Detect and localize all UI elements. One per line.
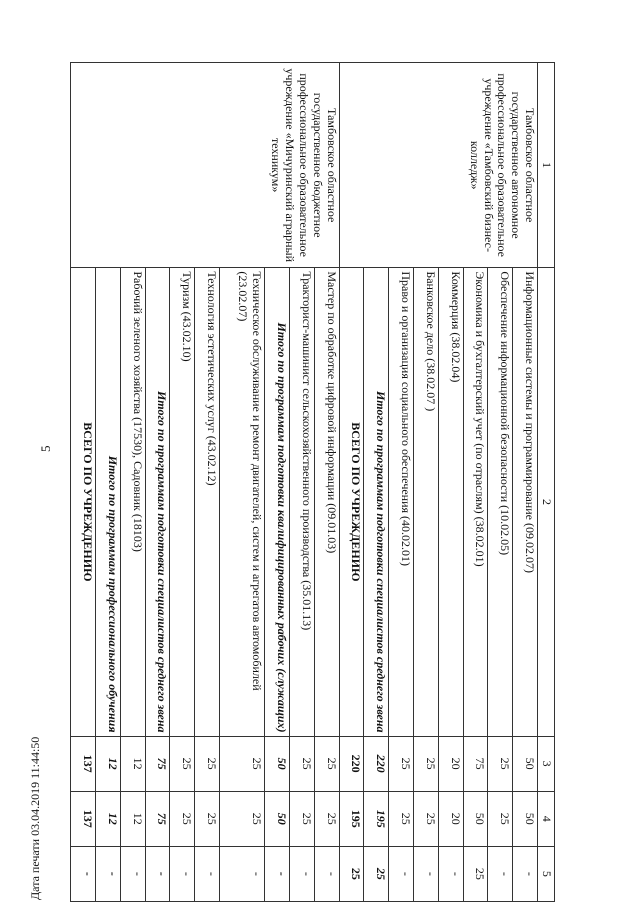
cell-value: - — [71, 846, 96, 901]
cell-value: - — [120, 846, 145, 901]
document-table-container — [70, 62, 555, 902]
cell-value: 137 — [71, 736, 96, 791]
cell-value: 220 — [339, 736, 364, 791]
cell-value: - — [513, 846, 538, 901]
program-name: Рабочий зеленого хозяйства (17530), Садовник (18103) — [120, 268, 145, 736]
program-name: Право и организация социального обеспечения (40.02.01) — [389, 268, 414, 736]
cell-value: - — [170, 846, 195, 901]
cell-value: 25 — [414, 736, 439, 791]
cell-value: 75 — [145, 736, 170, 791]
subtotal-label: Итого по программам подготовки специалистов среднего звена — [145, 268, 170, 736]
org-name: Тамбовское областное государственное автономное профессиональное образовательное учреждение «Тамбовский бизнес-колледж» — [339, 63, 537, 268]
cell-value: 25 — [195, 791, 220, 846]
cell-value: 25 — [290, 791, 315, 846]
table-row — [513, 63, 538, 902]
cell-value: 25 — [414, 791, 439, 846]
cell-value: 12 — [96, 736, 121, 791]
program-name: Техническое обслуживание и ремонт двигателей, систем и агрегатов автомобилей (23.02.07) — [220, 268, 265, 736]
cell-value: 220 — [364, 736, 389, 791]
program-name: Экономика и бухгалтерский учет (по отраслям) (38.02.01) — [463, 268, 488, 736]
program-name: Обеспечение информационной безопасности (10.02.05) — [488, 268, 513, 736]
total-label: ВСЕГО ПО УЧРЕЖДЕНИЮ — [71, 268, 96, 736]
cell-value: 20 — [438, 791, 463, 846]
cell-value: 50 — [265, 791, 290, 846]
cell-value: - — [96, 846, 121, 901]
cell-value: - — [438, 846, 463, 901]
cell-value: - — [389, 846, 414, 901]
cell-value: 25 — [195, 736, 220, 791]
print-date: Дата печати 03.04.2019 11:44:50 — [28, 736, 42, 900]
cell-value: 25 — [220, 791, 265, 846]
cell-value: 25 — [488, 736, 513, 791]
cell-value: 12 — [96, 791, 121, 846]
subtotal-label: Итого по программам подготовки специалистов среднего звена — [364, 268, 389, 736]
cell-value: 12 — [120, 736, 145, 791]
admission-plan-table — [70, 62, 555, 902]
cell-value: 25 — [314, 736, 339, 791]
cell-value: 75 — [463, 736, 488, 791]
cell-value: 25 — [170, 791, 195, 846]
cell-value: 50 — [513, 736, 538, 791]
cell-value: 75 — [145, 791, 170, 846]
program-name: Технология эстетических услуг (43.02.12) — [195, 268, 220, 736]
cell-value: 12 — [120, 791, 145, 846]
header-col-3: 3 — [538, 736, 555, 791]
header-col-5: 5 — [538, 846, 555, 901]
cell-value: - — [314, 846, 339, 901]
cell-value: 25 — [488, 791, 513, 846]
org-name: Тамбовское областное государственное бюджетное профессиональное образовательное учреждение «Мичуринский аграрный техникум» — [71, 63, 340, 268]
cell-value: 25 — [290, 736, 315, 791]
cell-value: - — [414, 846, 439, 901]
table-header-row — [538, 63, 555, 902]
program-name: Мастер по обработке цифровой информации (09.01.03) — [314, 268, 339, 736]
program-name: Информационные системы и программирование (09.02.07) — [513, 268, 538, 736]
cell-value: 50 — [265, 736, 290, 791]
table-row — [314, 63, 339, 902]
cell-value: 50 — [513, 791, 538, 846]
cell-value: - — [265, 846, 290, 901]
cell-value: 25 — [339, 846, 364, 901]
cell-value: 195 — [364, 791, 389, 846]
cell-value: 25 — [314, 791, 339, 846]
cell-value: 195 — [339, 791, 364, 846]
cell-value: - — [220, 846, 265, 901]
subtotal-label: Итого по программам профессионального обучения — [96, 268, 121, 736]
cell-value: 25 — [389, 791, 414, 846]
program-name: Коммерция (38.02.04) — [438, 268, 463, 736]
header-col-4: 4 — [538, 791, 555, 846]
cell-value: 137 — [71, 791, 96, 846]
page-number: 5 — [38, 445, 53, 452]
cell-value: 25 — [220, 736, 265, 791]
header-col-1: 1 — [538, 63, 555, 268]
program-name: Банковское дело (38.02.07 ) — [414, 268, 439, 736]
cell-value: 25 — [463, 846, 488, 901]
total-label: ВСЕГО ПО УЧРЕЖДЕНИЮ — [339, 268, 364, 736]
cell-value: 20 — [438, 736, 463, 791]
program-name: Туризм (43.02.10) — [170, 268, 195, 736]
cell-value: - — [145, 846, 170, 901]
cell-value: 50 — [463, 791, 488, 846]
cell-value: - — [290, 846, 315, 901]
cell-value: 25 — [170, 736, 195, 791]
cell-value: - — [195, 846, 220, 901]
program-name: Тракторист-машинист сельскохозяйственного производства (35.01.13) — [290, 268, 315, 736]
cell-value: 25 — [389, 736, 414, 791]
cell-value: 25 — [364, 846, 389, 901]
cell-value: - — [488, 846, 513, 901]
header-col-2: 2 — [538, 268, 555, 736]
subtotal-label: Итого по программам подготовки квалифицированных рабочих (служащих) — [265, 268, 290, 736]
